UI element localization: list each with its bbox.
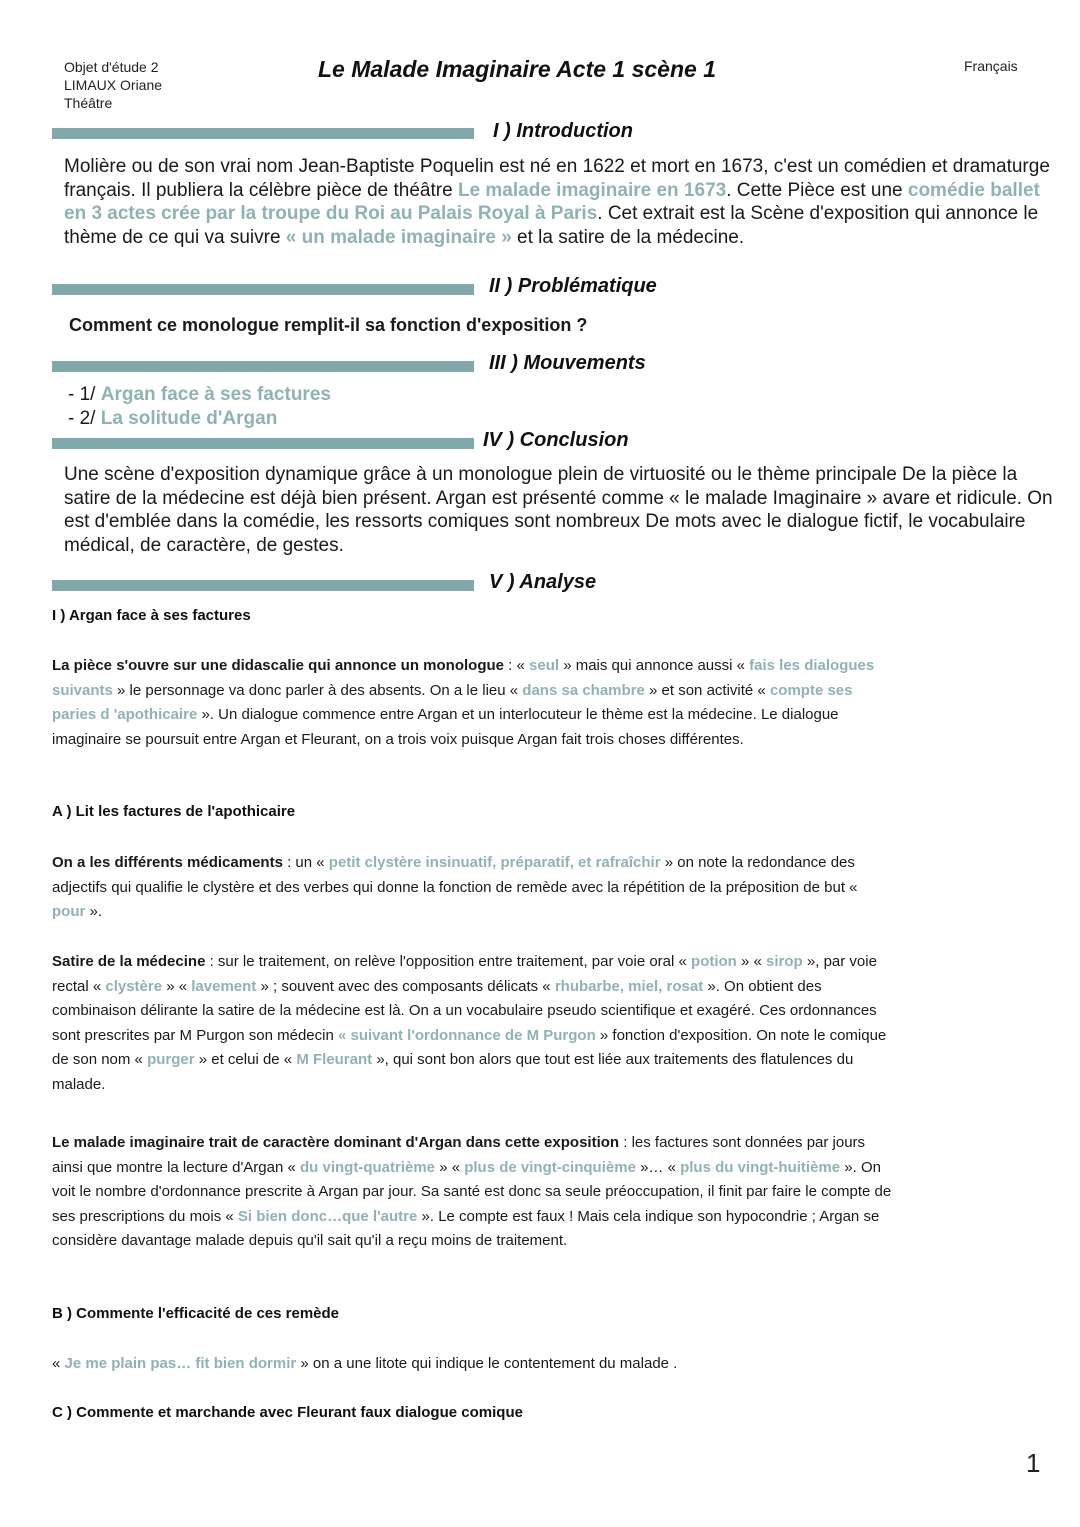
problematique-question: Comment ce monologue remplit-il sa fonction d'exposition ? <box>69 315 588 335</box>
header-meta-line: LIMAUX Oriane <box>64 77 163 93</box>
analyse-subheading: B ) Commente l'efficacité de ces remède <box>52 1305 340 1322</box>
analyse-paragraph: La pièce s'ouvre sur une didascalie qui annonce un monologue : « seul » mais qui annonce aussi « fais les dialogues suivants » le personnage va donc parler à des absents. On a le lieu « dans sa chambre » et son activité « compte ses paries d 'apothicaire ». Un dialogue commence entre Argan et un interlocuteur le thème est la médecine. Le dialogue imaginaire se poursuit entre Argan et Fleurant, on a trois voix puisque Argan fait trois choses différentes. <box>52 657 875 748</box>
analyse-paragraph: « Je me plain pas… fit bien dormir » on a une litote qui indique le contentement du malade . <box>52 1355 678 1372</box>
section-heading-mouvements: III ) Mouvements <box>489 352 646 374</box>
document-title: Le Malade Imaginaire Acte 1 scène 1 <box>318 56 716 82</box>
section-bar <box>52 580 474 591</box>
list-item: - 2/ La solitude d'Argan <box>68 407 278 429</box>
analyse-paragraph: On a les différents médicaments : un « petit clystère insinuatif, préparatif, et rafraîchir » on note la redondance des adjectifs qui qualifie le clystère et des verbes qui donne la fonction de remède avec la répétition de la préposition de but « pour ». <box>52 854 858 920</box>
header-meta <box>64 58 162 112</box>
introduction-text: Molière ou de son vrai nom Jean-Baptiste Poquelin est né en 1622 et mort en 1673, c'est un comédien et dramaturge français. Il publiera la célèbre pièce de théâtre Le malade imaginaire en 1673. Cette Pièce est une comédie ballet en 3 actes crée par la troupe du Roi au Palais Royal à Paris. Cet extrait est la Scène d'exposition qui annonce le thème de ce qui va suivre « un malade imaginaire » et la satire de la médecine. <box>64 156 1050 248</box>
analyse-subheading: C ) Commente et marchande avec Fleurant faux dialogue comique <box>52 1404 523 1421</box>
section-bar <box>52 438 474 449</box>
section-heading-problematique: II ) Problématique <box>489 275 657 297</box>
analyse-subheading: A ) Lit les factures de l'apothicaire <box>52 803 296 820</box>
analyse-part-title: I ) Argan face à ses factures <box>52 607 251 624</box>
analyse-paragraph: Satire de la médecine : sur le traitement, on relève l'opposition entre traitement, par voie oral « potion » « sirop », par voie rectal « clystère » « lavement » ; souvent avec des composants délicats « rhubarbe, miel, rosat ». On obtient des combinaison délirante la satire de la médecine est là. On a un vocabulaire pseudo scientifique et exagéré. Ces ordonnances sont prescrites par M Purgon son médecin « suivant l'ordonnance de M Purgon » fonction d'exposition. On note le comique de son nom « purger » et celui de « M Fleurant », qui sont bon alors que tout est liée aux traitements des flatulences du malade. <box>52 953 887 1093</box>
subject-label: Français <box>964 58 1018 74</box>
section-bar <box>52 361 474 372</box>
section-bar <box>52 284 474 295</box>
page-number: 1 <box>1026 1448 1041 1478</box>
conclusion-text: Une scène d'exposition dynamique grâce à un monologue plein de virtuosité ou le thème principale De la pièce la satire de la médecine est déjà bien présent. Argan est présenté comme « le malade Imaginaire » avare et ridicule. On est d'emblée dans la comédie, les ressorts comiques sont nombreux De mots avec le dialogue fictif, le vocabulaire médical, de caractère, de gestes. <box>64 464 1053 556</box>
section-heading-analyse: V ) Analyse <box>489 571 597 593</box>
analyse-paragraph: Le malade imaginaire trait de caractère dominant d'Argan dans cette exposition : les factures sont données par jours ainsi que montre la lecture d'Argan « du vingt-quatrième » « plus de vingt-cinquième »… « plus du vingt-huitième ». On voit le nombre d'ordonnance prescrite à Argan par jour. Sa santé est donc sa seule préoccupation, il finit par faire le compte de ses prescriptions du mois « Si bien donc…que l'autre ». Le compte est faux ! Mais cela indique son hypocondrie ; Argan se considère davantage malade depuis qu'il sait qu'il a reçu moins de traitement. <box>52 1134 892 1249</box>
mouvements-list <box>68 383 331 430</box>
section-heading-introduction: I ) Introduction <box>493 120 633 142</box>
header-meta-line: Théâtre <box>64 95 113 111</box>
header-meta-line: Objet d'étude 2 <box>64 59 159 75</box>
section-bar <box>52 128 474 139</box>
list-item: - 1/ Argan face à ses factures <box>68 384 331 405</box>
section-heading-conclusion: IV ) Conclusion <box>483 429 629 451</box>
